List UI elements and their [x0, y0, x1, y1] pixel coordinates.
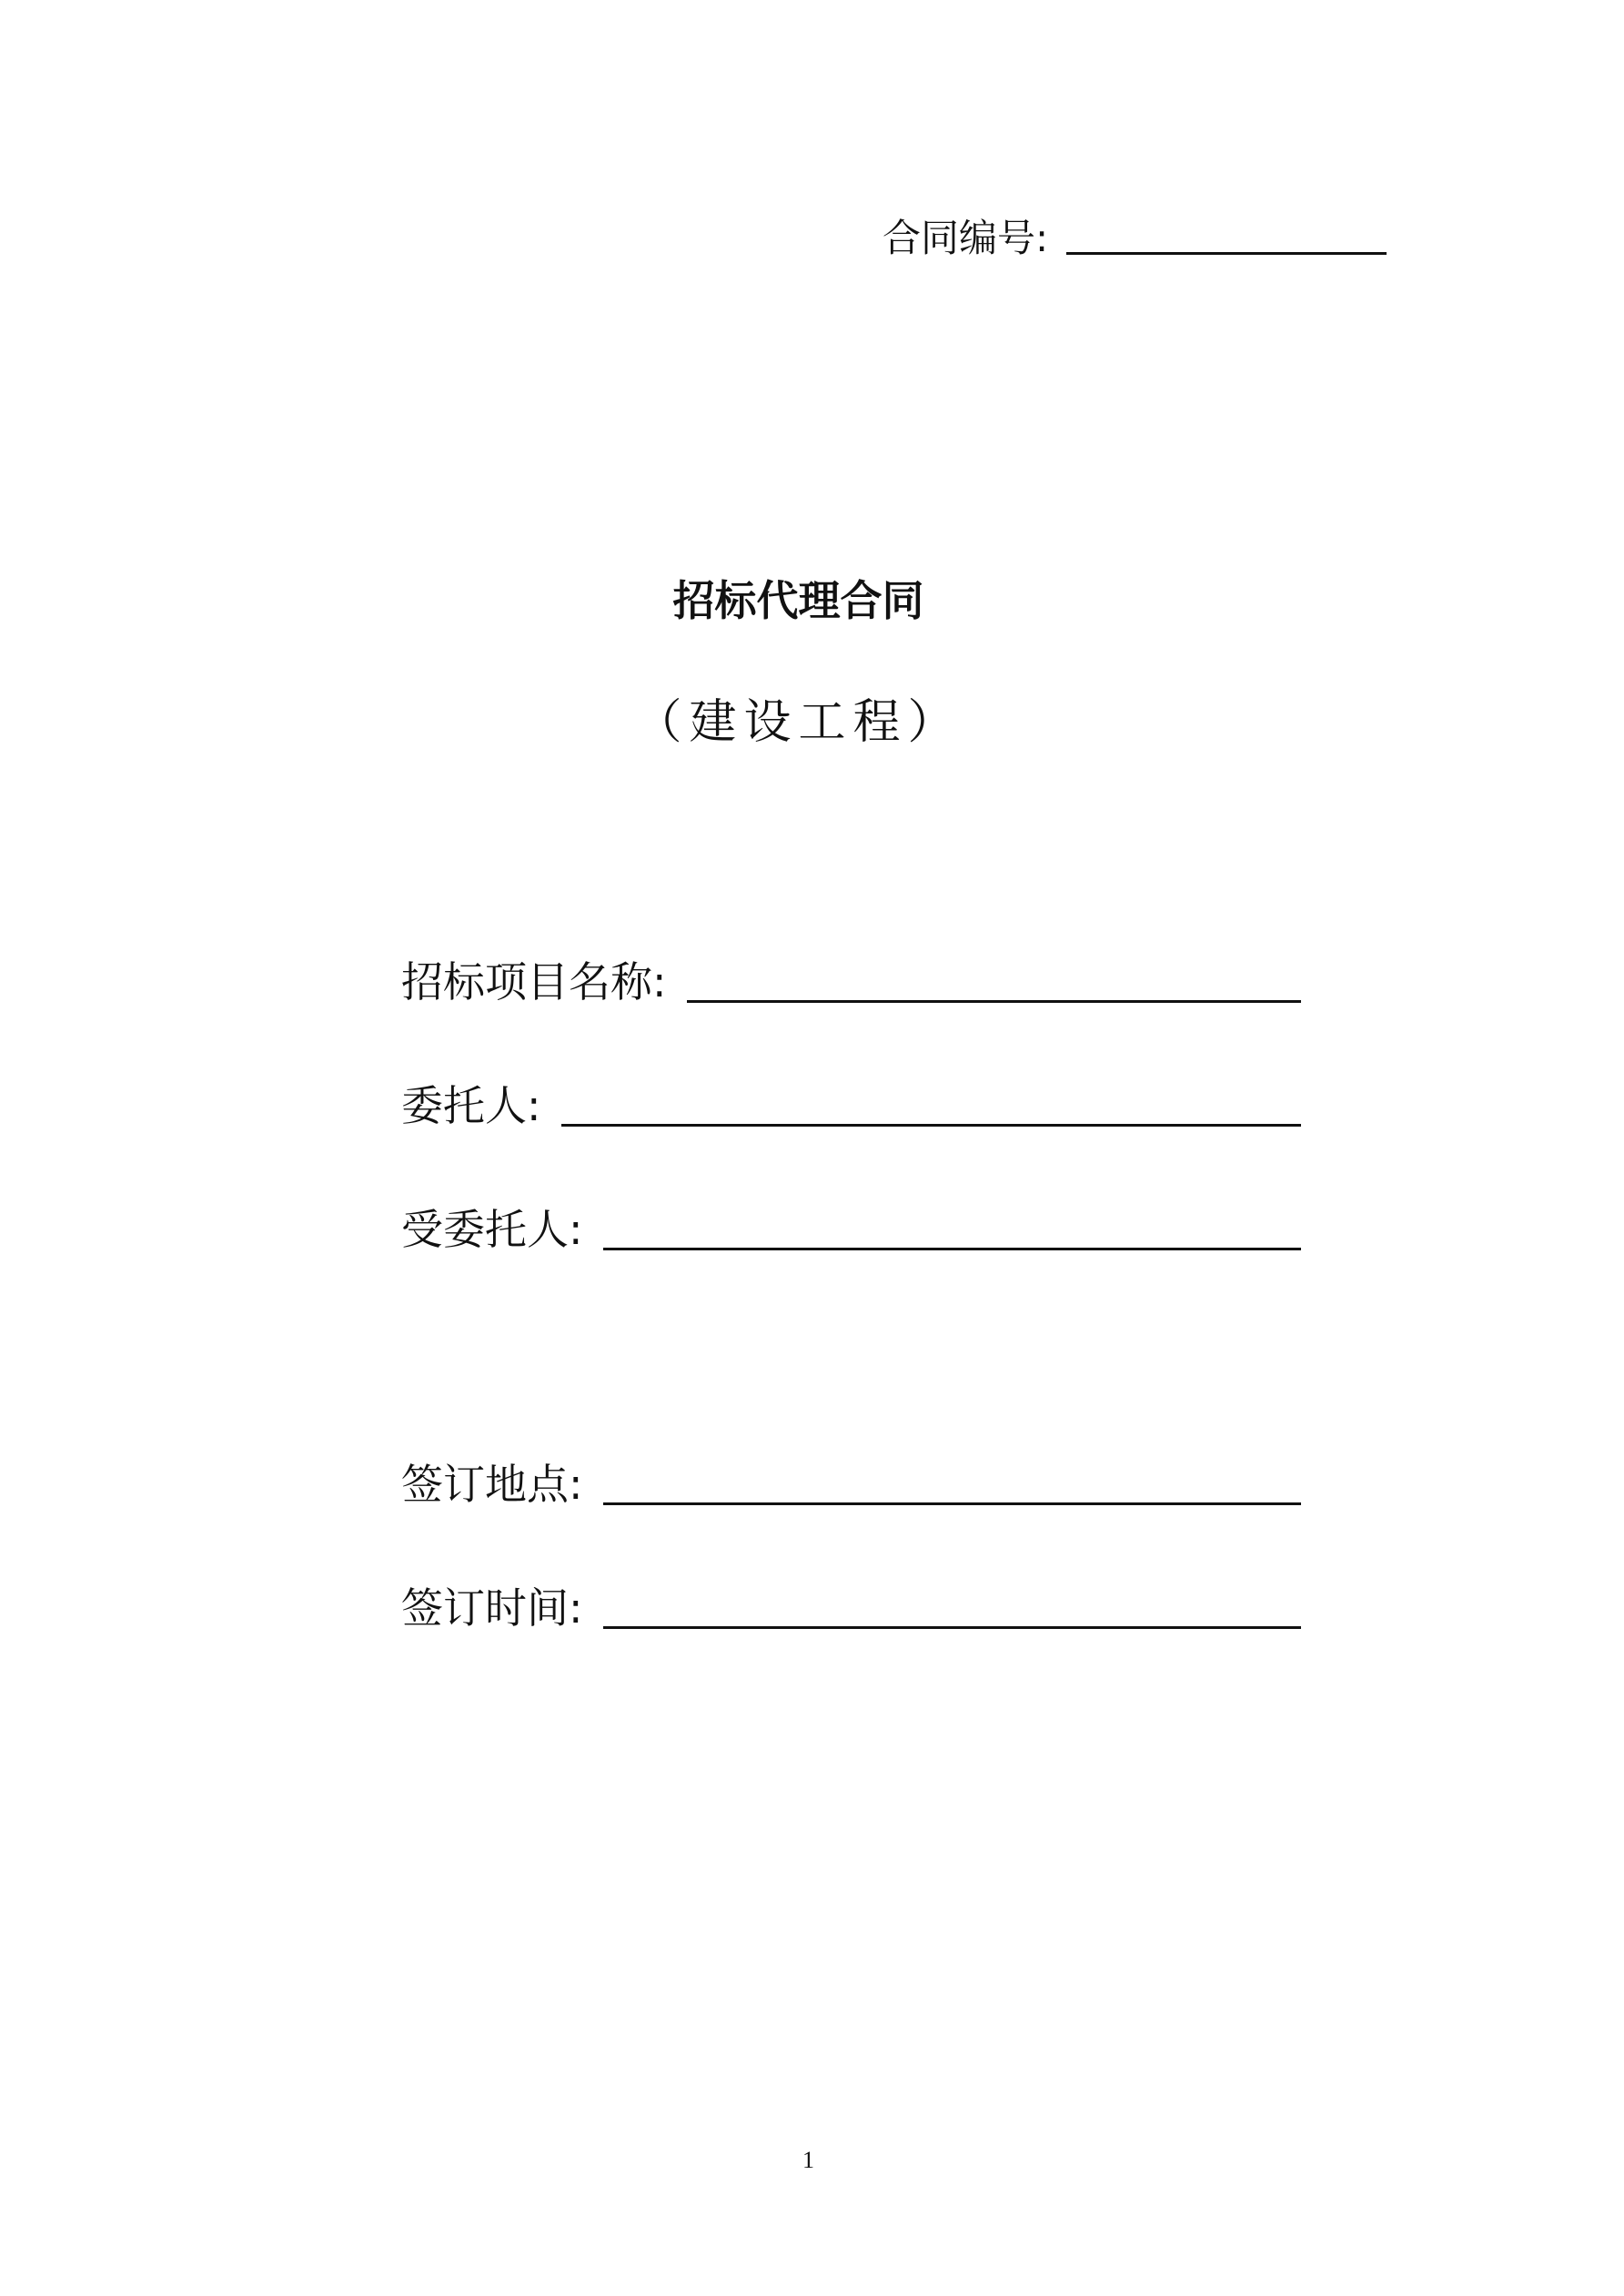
contract-number-blank-line — [1066, 252, 1387, 255]
signing-place-blank-line — [603, 1502, 1302, 1505]
client-label: 委托人: — [401, 1081, 541, 1130]
contract-number-label: 合同编号: — [883, 216, 1049, 260]
project-name-blank-line — [687, 1000, 1302, 1003]
agent-blank-line — [603, 1248, 1302, 1250]
signing-place-field — [401, 1452, 1301, 1516]
signing-time-label: 签订时间: — [401, 1583, 583, 1633]
agent-field — [401, 1198, 1301, 1261]
project-name-label: 招标项目名称: — [401, 957, 667, 1006]
document-title: 招标代理合同 — [672, 576, 924, 625]
agent-label: 受委托人: — [401, 1205, 583, 1254]
page-number: 1 — [802, 2147, 814, 2173]
client-blank-line — [561, 1124, 1302, 1127]
project-name-field — [401, 950, 1301, 1014]
signing-place-label: 签订地点: — [401, 1460, 583, 1509]
signing-time-blank-line — [603, 1626, 1302, 1629]
client-field — [401, 1074, 1301, 1138]
contract-number-field — [883, 211, 1387, 266]
signing-time-field — [401, 1576, 1301, 1640]
document-subtitle: （建设工程） — [634, 695, 963, 750]
